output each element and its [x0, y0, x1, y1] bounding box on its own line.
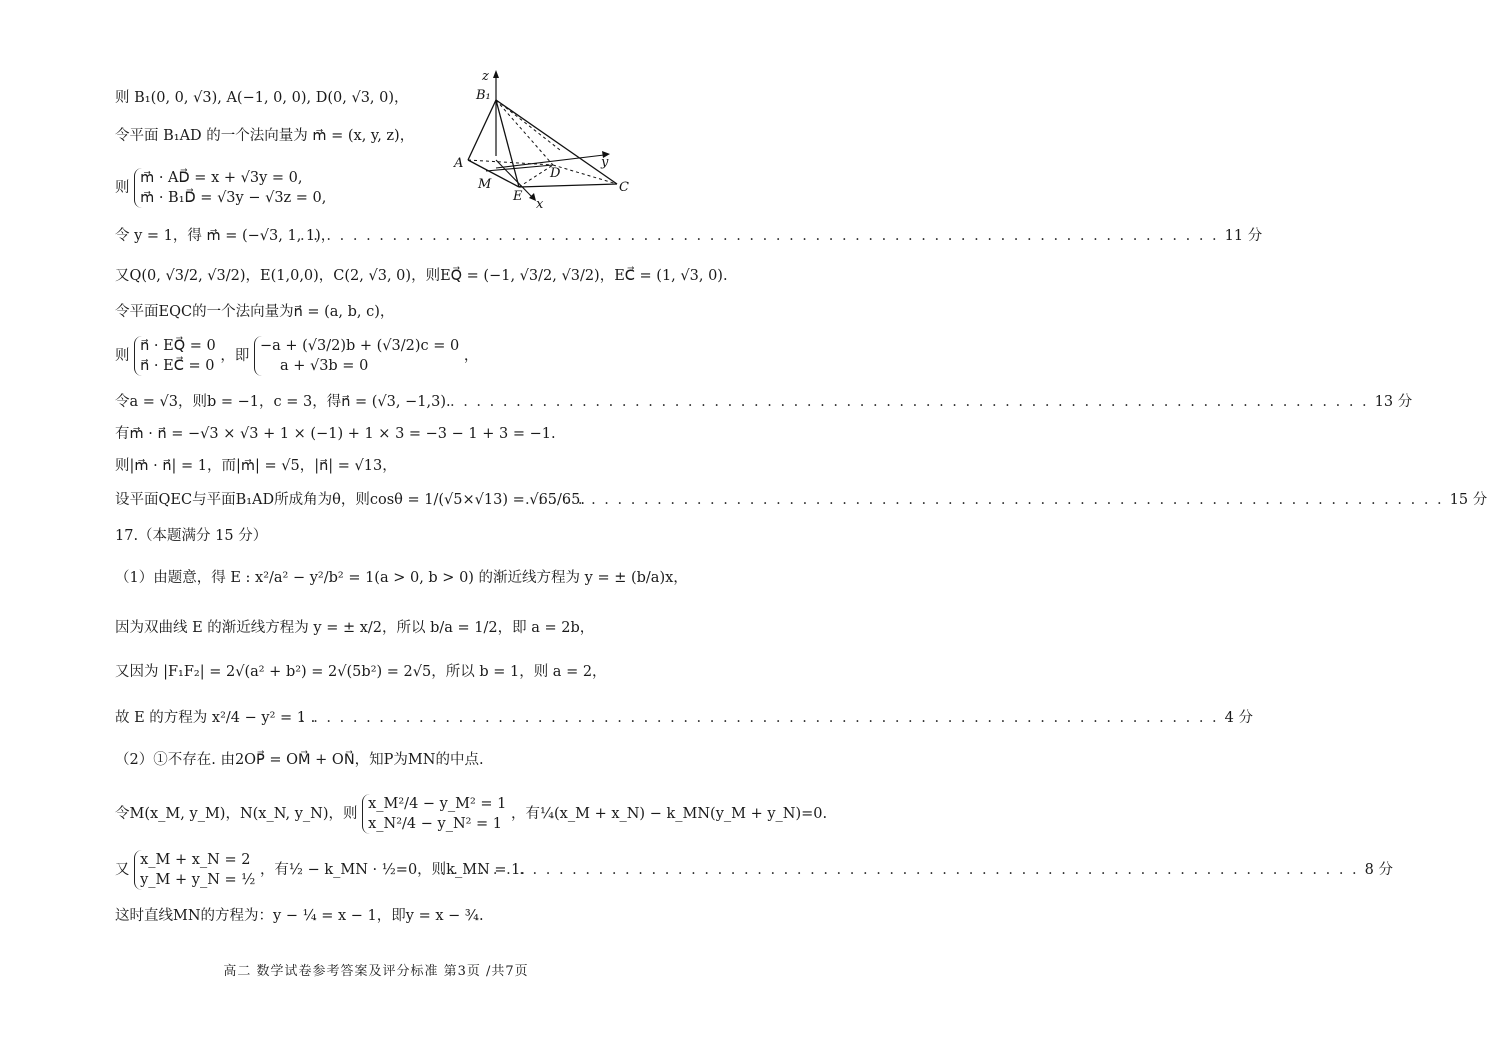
equation-1: n⃗ · EQ⃗ = 0	[140, 338, 216, 354]
system-prefix: 则	[115, 348, 130, 364]
equation-1: −a + (√3/2)b + (√3/2)c = 0	[259, 338, 460, 354]
line-m-result: 令 y = 1，得 m⃗ = (−√3, 1, 1)，	[115, 228, 336, 244]
score-4	[300, 708, 1254, 728]
score-13	[450, 392, 1413, 412]
label-b1: B₁	[476, 88, 491, 103]
equation-system	[134, 850, 255, 890]
line-mn-equation: 这时直线MN的方程为：y − ¼ = x − 1，即y = x − ¾.	[115, 908, 484, 924]
score-label: 15 分	[1449, 492, 1487, 508]
system-connector: ，即	[220, 348, 250, 364]
equation-1: x_M + x_N = 2	[140, 852, 251, 868]
line-suffix: ，有¼(x_M + x_N) − k_MN(y_M + y_N)=0.	[510, 806, 828, 822]
line-n-result: 令a = √3，则b = −1，c = 3，得n⃗ = (√3, −1,3).	[115, 394, 451, 410]
line-system-m	[115, 168, 326, 208]
line-focal-distance: 又因为 |F₁F₂| = 2√(a² + b²) = 2√(5b²) = 2√5，所以 b = 1，则 a = 2，	[115, 664, 607, 680]
line-points-mn	[115, 794, 827, 834]
line-suffix: ，有½ − k_MN · ½=0，则k_MN = 1.	[259, 862, 525, 878]
line-normal-m-def: 令平面 B₁AD 的一个法向量为 m⃗ = (x, y, z)，	[115, 128, 415, 144]
line-coordinates: 则 B₁(0, 0, √3), A(−1, 0, 0), D(0, √3, 0)，	[115, 90, 409, 106]
line-equation-e: 故 E 的方程为 x²/4 − y² = 1 .	[115, 710, 316, 726]
label-y: y	[601, 155, 609, 170]
line-dot-product: 有m⃗ · n⃗ = −√3 × √3 + 1 × (−1) + 1 × 3 = −3 − 1 + 3 = −1.	[115, 426, 556, 442]
edge-e-d	[519, 165, 553, 187]
line-asymptote-given: 因为双曲线 E 的渐近线方程为 y = ± x/2，所以 b/a = 1/2，即 a = 2b，	[115, 620, 595, 636]
label-c: C	[619, 180, 629, 195]
line-system-n	[115, 336, 478, 376]
label-m: M	[478, 177, 492, 192]
edge-e-c	[519, 184, 617, 187]
score-label: 11 分	[1224, 228, 1263, 244]
page-footer: 高二 数学试卷参考答案及评分标准 第3页 /共7页	[223, 964, 529, 979]
equation-system	[134, 168, 326, 208]
line-points-vectors: 又Q(0, √3/2, √3/2)，E(1,0,0)，C(2, √3, 0)，则EQ⃗ = (−1, √3/2, √3/2)，EC⃗ = (1, √3, 0).	[115, 268, 728, 284]
line-magnitudes: 则|m⃗ · n⃗| = 1，而|m⃗| = √5，|n⃗| = √13，	[115, 458, 397, 474]
equation-2: a + √3b = 0	[279, 358, 369, 374]
label-a: A	[454, 156, 464, 171]
edge-b1-a	[468, 100, 496, 160]
label-x: x	[536, 197, 544, 212]
system-suffix: ，	[463, 348, 479, 364]
label-d: D	[550, 166, 561, 181]
equation-2: y_M + y_N = ½	[140, 872, 256, 888]
z-arrow	[493, 70, 499, 78]
label-z: z	[482, 69, 489, 84]
x-arrow	[529, 193, 536, 201]
score-15	[525, 490, 1487, 510]
score-label: 8 分	[1364, 862, 1394, 878]
pyramid-figure	[440, 62, 650, 212]
score-label: 4 分	[1224, 710, 1254, 726]
line-prefix: 令M(x_M, y_M)，N(x_N, y_N)，则	[115, 806, 358, 822]
problem-17-heading: 17.（本题满分 15 分）	[115, 528, 268, 544]
equation-2: n⃗ · EC⃗ = 0	[140, 358, 215, 374]
line-prefix: 又	[115, 862, 130, 878]
line-cosine: 设平面QEC与平面B₁AD所成角为θ，则cosθ = 1/(√5×√13) = √65/65.	[115, 492, 585, 508]
score-8	[440, 860, 1394, 880]
line-normal-n-def: 令平面EQC的一个法向量为n⃗ = (a, b, c)，	[115, 304, 395, 320]
equation-1: m⃗ · AD⃗ = x + √3y = 0,	[140, 170, 303, 186]
label-e: E	[513, 189, 523, 204]
equation-system-expanded	[254, 336, 459, 376]
line-asymptote-general: （1）由题意，得 E : x²/a² − y²/b² = 1(a > 0, b > 0) 的渐近线方程为 y = ± (b/a)x，	[115, 570, 688, 586]
score-11	[300, 226, 1263, 246]
score-label: 13 分	[1374, 394, 1413, 410]
edge-a-e	[468, 160, 519, 187]
equation-system	[134, 336, 216, 376]
equation-system	[362, 794, 506, 834]
edge-b1-mid	[496, 100, 560, 150]
line-part-2: （2）①不存在. 由2OP⃗ = OM⃗ + ON⃗，知P为MN的中点.	[115, 752, 484, 768]
system-prefix: 则	[115, 180, 130, 196]
equation-1: x_M²/4 − y_M² = 1	[368, 796, 507, 812]
equation-2: x_N²/4 − y_N² = 1	[368, 816, 503, 832]
equation-2: m⃗ · B₁D⃗ = √3y − √3z = 0,	[140, 190, 327, 206]
